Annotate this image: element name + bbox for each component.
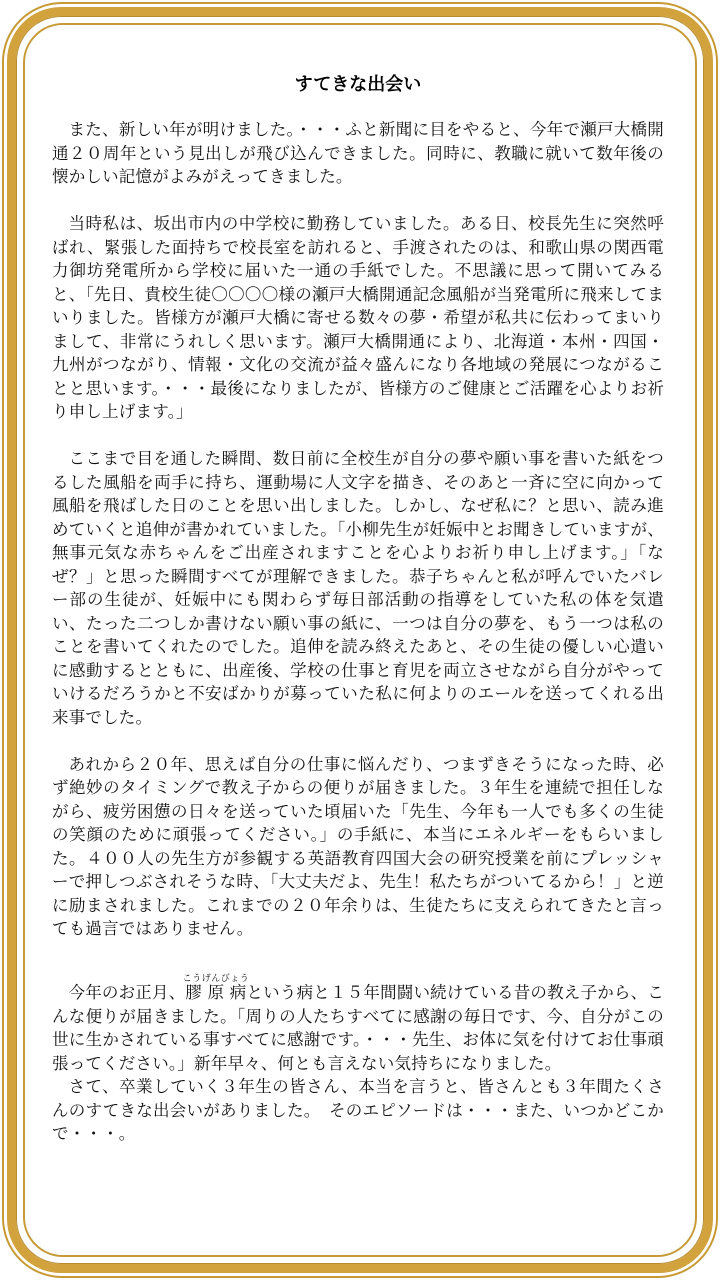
paragraph-spacer: [52, 189, 664, 213]
paragraph-1: また、新しい年が明けました。・・・ふと新聞に目をやると、今年で瀬戸大橋開通２０周年という見出しが飛び込んできました。同時に、教職に就いて数年後の懐かしい記憶がよみがえってきました。: [52, 120, 664, 186]
paragraph-6: さて、卒業していく３年生の皆さん、本当を言うと、皆さんとも３年間たくさんのすてきな出会いがありました。 そのエピソードは・・・また、いつかどこかで・・・。: [52, 1077, 664, 1143]
ruby-reading: こうげんびょう: [182, 974, 250, 984]
paragraph-3: ここまで目を通した瞬間、数日前に全校生が自分の夢や願い事を書いた紙をつるした風船を両手に持ち、運動場に人文字を描き、そのあと一斉に空に向かって風船を飛ばした日のことを思い出しました。しかし、なぜ私に？と思い、読み進めていくと追伸が書かれていました。「小柳先生が妊娠中とお聞きしていますが、無事元気な赤ちゃんをご出産されますことを心よりお祈り申し上げます。」「なぜ？」と思った瞬間すべてが理解できました。恭子ちゃんと私が呼んでいたバレー部の生徒が、妊娠中にも関わらず毎日部活動の指導をしていた私の体を気遣い、たった二つしか書けない願い事の紙に、一つは自分の夢を、もう一つは私のことを書いてくれたのでした。追伸を読み終えたあと、その生徒の優しい心遣いに感動するとともに、出産後、学校の仕事と育児を両立させながら自分がやっていけるだろうかと不安ばかりが募っていた私に何よりのエールを送ってくれる出来事でした。: [52, 449, 664, 727]
paragraph-5: [52, 974, 664, 1075]
paragraph-spacer: [52, 941, 664, 965]
paragraph-4: あれから２０年、思えば自分の仕事に悩んだり、つまずきそうになった時、必ず絶妙のタイミングで教え子からの便りが届きました。３年生を連続で担任しながら、疲労困憊の日々を送っていた頃届いた「先生、今年も一人でも多くの生徒の笑顔のために頑張ってください。」の手紙に、本当にエネルギーをもらいました。４００人の先生方が参観する英語教育四国大会の研究授業を前にプレッシャーで押しつぶされそうな時、「大丈夫だよ、先生！私たちがついてるから！」と逆に励まされました。これまでの２０年余りは、生徒たちに支えられてきたと言っても過言ではありません。: [52, 754, 664, 938]
paragraph-spacer: [52, 424, 664, 448]
document-body: [52, 60, 664, 1146]
paragraph-5-rest: という病と１５年間闘い続けている昔の教え子から、こんな便りが届きました。「周りの人たちすべてに感謝の毎日です、今、自分がこの世に生かされている事すべてに感謝です。・・・先生、お体に気を付けてお仕事頑張ってください。」新年早々、何とも言えない気持ちになりました。: [52, 983, 665, 1073]
document-title: すてきな出会い: [294, 74, 422, 95]
paragraph-spacer: [52, 729, 664, 753]
furigana-word: [182, 974, 250, 1002]
paragraph-2: 当時私は、坂出市内の中学校に勤務していました。ある日、校長先生に突然呼ばれ、緊張した面持ちで校長室を訪れると、手渡されたのは、和歌山県の関西電力御坊発電所から学校に届いた一通の手紙でした。不思議に思って開いてみると、「先日、貴校生徒〇〇〇〇様の瀬戸大橋開通記念風船が当発電所に飛来してまいりました。皆様方が瀬戸大橋に寄せる数々の夢・希望が私共に伝わってまいりまして、非常にうれしく思います。瀬戸大橋開通により、北海道・本州・四国・九州がつながり、情報・文化の交流が益々盛んになり各地域の発展につながることと思います。・・・最後になりましたが、皆様方のご健康とご活躍を心よりお祈り申し上げます。」: [52, 214, 664, 421]
paragraph-5-start: 今年のお正月、: [68, 983, 186, 1002]
ruby-base: 膠原病: [182, 983, 250, 1002]
